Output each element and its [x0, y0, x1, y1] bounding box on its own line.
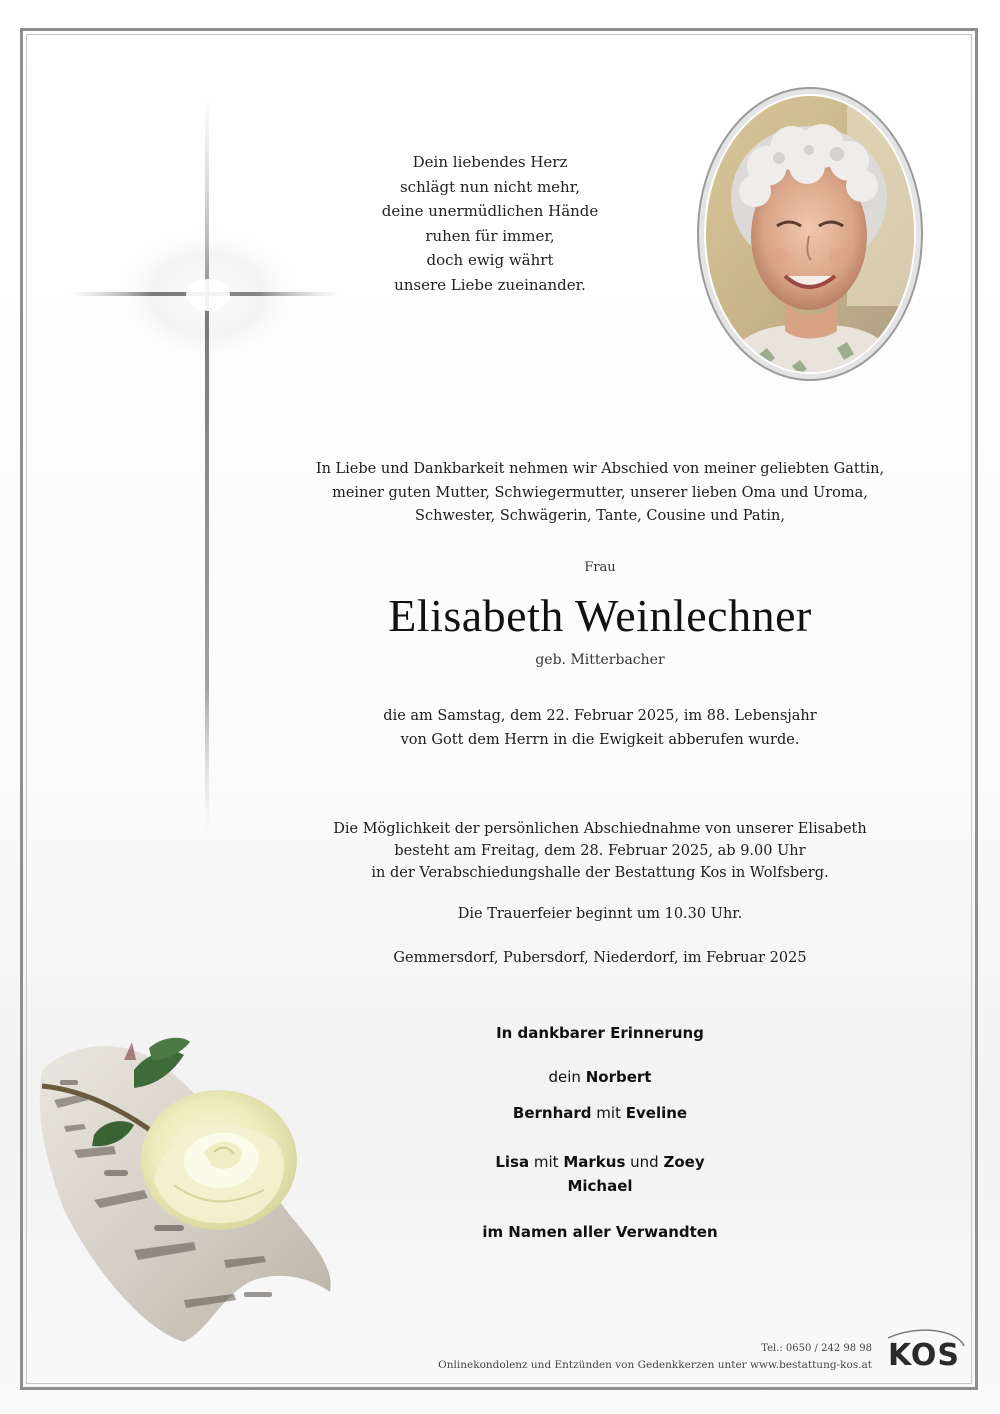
poem-line: Dein liebendes Herz [412, 153, 568, 171]
closing-heading: In dankbarer Erinnerung [496, 1024, 704, 1042]
farewell-line: In Liebe und Dankbarkeit nehmen wir Abschied von meiner geliebten Gattin, [315, 461, 885, 477]
closing-line: Michael [567, 1177, 633, 1195]
birth-name: geb. Mitterbacher [535, 652, 665, 668]
deceased-title: Frau [584, 560, 616, 575]
viewing-line: besteht am Freitag, dem 28. Februar 2025, ab 9.00 Uhr [394, 843, 806, 859]
poem-line: deine unermüdlichen Hände [381, 202, 599, 220]
farewell-line: Schwester, Schwägerin, Tante, Cousine und Patin, [415, 508, 785, 524]
footer-note: Onlinekondolenz und Entzünden von Gedenkkerzen unter www.bestattung-kos.at [438, 1359, 872, 1371]
closing-line: Lisa mit Markus und Zoey [495, 1153, 705, 1171]
ceremony-time: Die Trauerfeier beginnt um 10.30 Uhr. [457, 906, 743, 922]
death-info-line: die am Samstag, dem 22. Februar 2025, im 88. Lebensjahr [383, 708, 817, 724]
place-date: Gemmersdorf, Pubersdorf, Niederdorf, im Februar 2025 [393, 950, 807, 966]
death-info-line: von Gott dem Herrn in die Ewigkeit abberufen wurde. [400, 732, 800, 748]
viewing-line: Die Möglichkeit der persönlichen Abschiednahme von unserer Elisabeth [333, 821, 867, 837]
closing-line: Bernhard mit Eveline [512, 1104, 688, 1122]
farewell-line: meiner guten Mutter, Schwiegermutter, unserer lieben Oma und Uroma, [332, 484, 868, 501]
death-info [290, 704, 910, 752]
farewell-text [270, 458, 930, 529]
portrait-photo [697, 86, 923, 382]
poem-line: schlägt nun nicht mehr, [399, 177, 580, 196]
viewing-info [280, 818, 920, 884]
footer-contact: Tel.: 0650 / 242 98 98 [761, 1343, 872, 1354]
rose-on-bark [34, 1030, 374, 1350]
poem-line: ruhen für immer, [425, 226, 555, 245]
poem-line: unsere Liebe zueinander. [394, 275, 586, 294]
closing-line: dein Norbert [548, 1068, 652, 1086]
kos-logo-text: KOS [887, 1338, 960, 1373]
deceased-name: Elisabeth Weinlechner [388, 590, 812, 641]
poem [340, 150, 640, 297]
poem-line: doch ewig währt [426, 251, 554, 269]
viewing-line: in der Verabschiedungshalle der Bestattung Kos in Wolfsberg. [371, 865, 829, 881]
closing-footer: im Namen aller Verwandten [482, 1223, 718, 1241]
